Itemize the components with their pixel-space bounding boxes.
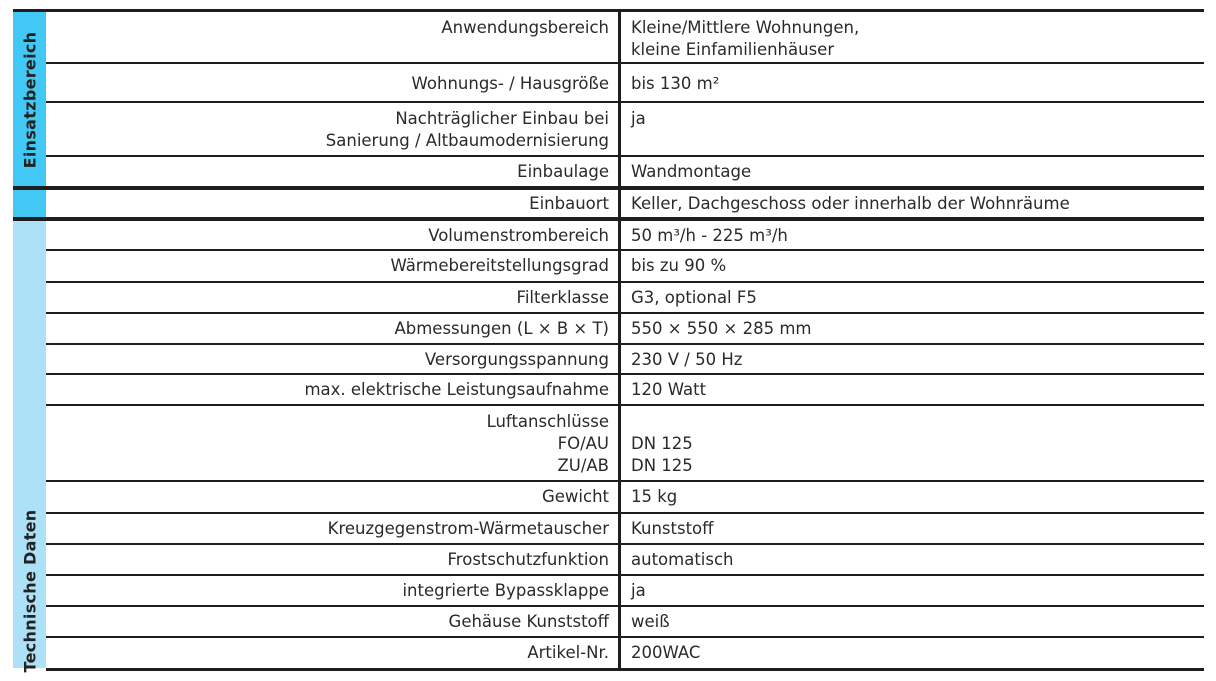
row-label — [46, 314, 621, 343]
row-label — [46, 64, 621, 101]
row-label — [46, 375, 621, 404]
rows — [46, 12, 1204, 186]
row-value — [621, 576, 1204, 605]
spec-table — [13, 9, 1204, 671]
section-band-technische-daten — [13, 221, 46, 673]
value-line: 200WAC — [631, 643, 701, 662]
row-label — [46, 545, 621, 574]
row-value — [621, 545, 1204, 574]
table-row — [46, 221, 1204, 251]
label-line: Wärmebereitstellungsgrad — [390, 256, 609, 275]
row-label — [46, 283, 621, 312]
label-line: Luftanschlüsse — [486, 412, 609, 431]
value-line: weiß — [631, 612, 670, 631]
table-row — [46, 345, 1204, 375]
section-band-einsatzbereich — [13, 12, 46, 186]
value-line: Keller, Dachgeschoss oder innerhalb der Wohnräume — [631, 194, 1070, 213]
row-value — [621, 157, 1204, 186]
table-row — [46, 545, 1204, 576]
label-line: FO/AU — [557, 434, 609, 453]
label-line: Einbaulage — [517, 162, 609, 181]
table-row — [46, 64, 1204, 103]
row-label — [46, 607, 621, 636]
value-line: automatisch — [631, 550, 734, 569]
row-value — [621, 251, 1204, 281]
row-label — [46, 406, 621, 480]
value-line: Wandmontage — [631, 162, 752, 181]
section-title: Technische Daten — [20, 509, 39, 673]
value-line: 550 × 550 × 285 mm — [631, 319, 812, 338]
section-einsatzbereich-einbauort — [13, 190, 1204, 217]
row-label — [46, 221, 621, 249]
value-line: G3, optional F5 — [631, 288, 757, 307]
rows — [46, 221, 1204, 668]
label-line: Nachträglicher Einbau bei — [395, 109, 609, 128]
value-line: Kunststoff — [631, 519, 714, 538]
row-value — [621, 638, 1204, 668]
row-value — [621, 482, 1204, 512]
row-value — [621, 283, 1204, 312]
table-row — [46, 103, 1204, 157]
section-technische-daten — [13, 221, 1204, 673]
row-value — [621, 607, 1204, 636]
table-row — [46, 251, 1204, 283]
value-line — [631, 411, 1204, 433]
value-line: DN 125 — [631, 434, 693, 453]
label-line: Einbauort — [529, 194, 609, 213]
row-value — [621, 12, 1204, 62]
label-line: Filterklasse — [516, 288, 609, 307]
label-line: Gehäuse Kunststoff — [448, 612, 609, 631]
table-row — [46, 12, 1204, 64]
table-row — [46, 314, 1204, 345]
table-row — [46, 375, 1204, 406]
value-line: bis 130 m² — [631, 74, 720, 93]
label-line: integrierte Bypassklappe — [402, 581, 609, 600]
section-einsatzbereich — [13, 12, 1204, 186]
row-value — [621, 314, 1204, 343]
label-line: Wohnungs- / Hausgröße — [411, 74, 609, 93]
value-line: kleine Einfamilienhäuser — [631, 40, 835, 59]
table-row — [46, 514, 1204, 545]
row-value — [621, 345, 1204, 373]
value-line: Kleine/Mittlere Wohnungen, — [631, 18, 860, 37]
row-label — [46, 514, 621, 543]
value-line: ja — [631, 109, 646, 128]
label-line: Versorgungsspannung — [424, 350, 609, 369]
section-title: Einsatzbereich — [20, 31, 39, 169]
table-row — [46, 190, 1204, 217]
row-label — [46, 482, 621, 512]
value-line: 15 kg — [631, 487, 678, 506]
table-bottom-rule — [46, 668, 1204, 671]
rows — [46, 190, 1204, 217]
value-line: 50 m³/h - 225 m³/h — [631, 226, 788, 245]
label-line: Sanierung / Altbaumodernisierung — [325, 131, 609, 150]
row-value — [621, 375, 1204, 404]
table-row — [46, 607, 1204, 638]
label-line: Artikel-Nr. — [527, 643, 609, 662]
table-row — [46, 157, 1204, 186]
row-value — [621, 406, 1204, 480]
row-label — [46, 638, 621, 668]
label-line: Gewicht — [541, 487, 609, 506]
row-label — [46, 12, 621, 62]
row-label — [46, 157, 621, 186]
row-value — [621, 221, 1204, 249]
table-row — [46, 638, 1204, 668]
row-label — [46, 103, 621, 155]
label-line: ZU/AB — [557, 456, 609, 475]
value-line: bis zu 90 % — [631, 256, 727, 275]
value-line: ja — [631, 581, 646, 600]
row-value — [621, 64, 1204, 101]
value-line: 120 Watt — [631, 380, 707, 399]
label-line: Frostschutzfunktion — [447, 550, 609, 569]
label-line: Kreuzgegenstrom-Wärmetauscher — [327, 519, 609, 538]
row-value — [621, 190, 1204, 217]
label-line: Anwendungsbereich — [441, 18, 609, 37]
section-band-einsatzbereich — [13, 190, 46, 217]
row-label — [46, 190, 621, 217]
label-line: max. elektrische Leistungsaufnahme — [304, 380, 609, 399]
row-value — [621, 103, 1204, 155]
label-line: Volumenstrombereich — [428, 226, 609, 245]
table-row — [46, 576, 1204, 607]
row-label — [46, 345, 621, 373]
table-row — [46, 283, 1204, 314]
label-line: Abmessungen (L × B × T) — [394, 319, 609, 338]
table-row — [46, 406, 1204, 482]
value-line: DN 125 — [631, 456, 693, 475]
table-row — [46, 482, 1204, 514]
row-value — [621, 514, 1204, 543]
row-label — [46, 251, 621, 281]
value-line: 230 V / 50 Hz — [631, 350, 743, 369]
row-label — [46, 576, 621, 605]
